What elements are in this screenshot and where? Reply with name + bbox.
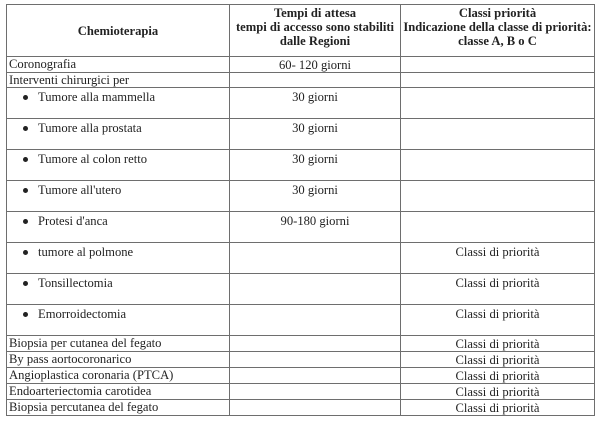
row-label: Biopsia per cutanea del fegato [7,336,230,352]
row-priority [401,181,595,212]
row-label: Biopsia percutanea del fegato [7,400,230,416]
row-label-bulleted [7,88,230,119]
table-row [7,352,595,368]
bullet-icon [23,188,28,193]
row-label: By pass aortocoronarico [7,352,230,368]
table-row [7,150,595,181]
row-priority: Classi di priorità [401,400,595,416]
table-row [7,243,595,274]
row-label: tumore al polmone [38,245,134,259]
header-classi-subtitle: Indicazione della classe di priorità: classe A, B o C [403,20,592,48]
row-priority [401,150,595,181]
row-priority [401,88,595,119]
table-row [7,368,595,384]
row-wait [230,352,401,368]
header-classi-title: Classi priorità [458,6,537,20]
row-priority: Classi di priorità [401,352,595,368]
row-label: Angioplastica coronaria (PTCA) [7,368,230,384]
row-priority: Classi di priorità [401,274,595,305]
row-label: Tumore alla mammella [38,90,156,104]
row-wait: 30 giorni [230,88,401,119]
row-priority: Classi di priorità [401,368,595,384]
row-wait [230,336,401,352]
row-label: Interventi chirurgici per [7,73,230,88]
header-tempi-di-attesa [230,5,401,57]
table-row [7,384,595,400]
table-row [7,57,595,73]
waiting-times-table [6,4,595,416]
header-classi-priorita [401,5,595,57]
row-label: Tumore alla prostata [38,121,142,135]
bullet-icon [23,312,28,317]
table-row [7,305,595,336]
table-row [7,181,595,212]
row-priority [401,57,595,73]
row-priority: Classi di priorità [401,305,595,336]
row-label-bulleted [7,150,230,181]
row-wait [230,384,401,400]
bullet-icon [23,250,28,255]
header-tempi-subtitle: tempi di accesso sono stabiliti dalle Regioni [235,20,395,48]
table-header-row [7,5,595,57]
row-priority [401,119,595,150]
row-label-bulleted [7,243,230,274]
table-row [7,119,595,150]
row-label: Endoarteriectomia carotidea [7,384,230,400]
row-priority: Classi di priorità [401,243,595,274]
bullet-icon [23,157,28,162]
row-wait [230,243,401,274]
row-wait [230,305,401,336]
row-wait [230,400,401,416]
row-priority [401,212,595,243]
row-wait: 30 giorni [230,119,401,150]
row-label: Protesi d'anca [38,214,108,228]
bullet-icon [23,281,28,286]
row-priority: Classi di priorità [401,384,595,400]
row-priority: Classi di priorità [401,336,595,352]
row-wait [230,368,401,384]
row-wait: 30 giorni [230,181,401,212]
header-chemioterapia: Chemioterapia [7,5,230,57]
table-row [7,88,595,119]
row-label-bulleted [7,119,230,150]
row-label-bulleted [7,305,230,336]
row-wait [230,274,401,305]
row-wait [230,73,401,88]
table-row [7,73,595,88]
table-row [7,274,595,305]
bullet-icon [23,95,28,100]
row-label-bulleted [7,181,230,212]
bullet-icon [23,126,28,131]
row-label-bulleted [7,274,230,305]
table-row [7,400,595,416]
row-label-bulleted [7,212,230,243]
row-wait: 90-180 giorni [230,212,401,243]
row-wait: 30 giorni [230,150,401,181]
row-label: Emorroidectomia [38,307,127,321]
row-priority [401,73,595,88]
priority-table-container [6,4,595,416]
row-label: Coronografia [7,57,230,73]
row-label: Tonsillectomia [38,276,113,290]
row-label: Tumore al colon retto [38,152,148,166]
row-wait: 60- 120 giorni [230,57,401,73]
header-tempi-title: Tempi di attesa [273,6,357,20]
row-label: Tumore all'utero [38,183,122,197]
table-row [7,336,595,352]
table-row [7,212,595,243]
bullet-icon [23,219,28,224]
